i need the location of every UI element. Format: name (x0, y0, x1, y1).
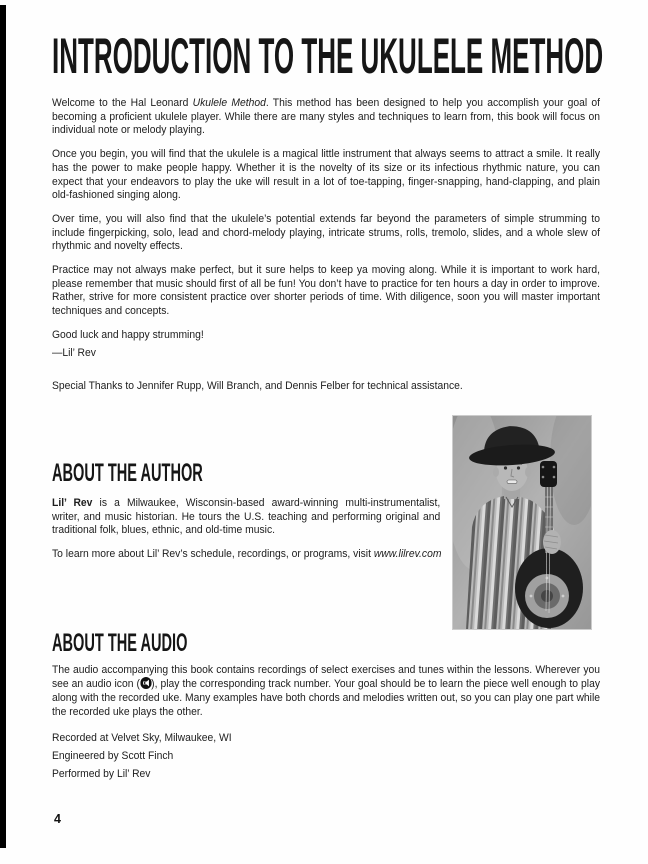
audio-speaker-icon (140, 677, 151, 689)
audio-text-pre: The audio accompanying this book contains recordings of select exercises and tunes within the lessons. Wherever you see an audio icon ( (52, 663, 601, 691)
page-number: 4 (54, 812, 61, 826)
intro-paragraph-1 (52, 97, 600, 138)
signoff-line: Good luck and happy strumming! (52, 328, 204, 341)
about-audio-heading-text: ABOUT THE AUDIO (52, 628, 188, 657)
page-title (52, 28, 604, 84)
website-url: www.lilrev.com (373, 548, 442, 561)
author-bio-text: is a Milwaukee, Wisconsin-based award-winning multi-instrumentalist, writer, and music historian. He tours the U.S. teaching and performing original and traditional folk, blues, ethnic, and old-time music. (52, 496, 441, 537)
scan-edge-bar (0, 5, 6, 848)
author-name-bold: Lil’ Rev (52, 496, 93, 509)
audio-text-post: ), play the corresponding track number. Your goal should be to learn the piece well enough to play along with the recorded uke. Many examples have both chords and melodies written out, so you can play one part while the recorded uke plays the other. (52, 678, 601, 718)
about-author-heading-text: ABOUT THE AUTHOR (52, 458, 203, 487)
page-content (52, 0, 604, 785)
credit-recorded: Recorded at Velvet Sky, Milwaukee, WI (52, 731, 232, 744)
author-bio-paragraph (52, 497, 440, 538)
about-audio-heading (52, 628, 600, 658)
credit-engineered: Engineered by Scott Finch (52, 749, 174, 762)
credit-performed: Performed by Lil’ Rev (52, 767, 151, 780)
page-title-text: INTRODUCTION TO THE UKULELE METHOD (52, 28, 604, 84)
audio-paragraph (52, 664, 600, 720)
intro-p1-pre: Welcome to the Hal Leonard (52, 97, 193, 109)
book-title-italic: Ukulele Method (192, 97, 266, 109)
special-thanks-line: Special Thanks to Jennifer Rupp, Will Branch, and Dennis Felber for technical assistance. (52, 380, 463, 393)
intro-paragraph-3: Over time, you will also find that the ukulele’s potential extends far beyond the parameters of simple strumming to include fingerpicking, solo, lead and chord-melody playing, intricate strums, rolls, tremolo, slides, and a whole slew of rhythmic and novelty effects. (52, 212, 601, 253)
author-photo (452, 415, 592, 630)
author-signature: —Lil’ Rev (52, 346, 96, 359)
learn-more-text: To learn more about Lil’ Rev’s schedule, recordings, or programs, visit (52, 548, 374, 561)
intro-paragraph-4: Practice may not always make perfect, but it sure helps to keep ya moving along. While it is important to work hard, please remember that music should first of all be fun! You don’t have to practice for ten hours a day in order to improve. Rather, strive for more consistent practice over shorter periods of time. With diligence, soon you will master important techniques and concepts. (52, 264, 601, 318)
intro-p1-post: . This method has been designed to help you accomplish your goal of becoming a proficient ukulele player. While there are many styles and techniques to learn from, this book will focus on individual note or melody playing. (52, 97, 601, 137)
intro-paragraph-2: Once you begin, you will find that the ukulele is a magical little instrument that always seems to attract a smile. It really has the power to make people happy. Whether it is the novelty of its size or its infectious rhythmic nature, you can expect that your endeavors to play the uke will result in a lot of toe-tapping, finger-snapping, hand-clapping, and plain old-fashioned singing along. (52, 148, 601, 202)
